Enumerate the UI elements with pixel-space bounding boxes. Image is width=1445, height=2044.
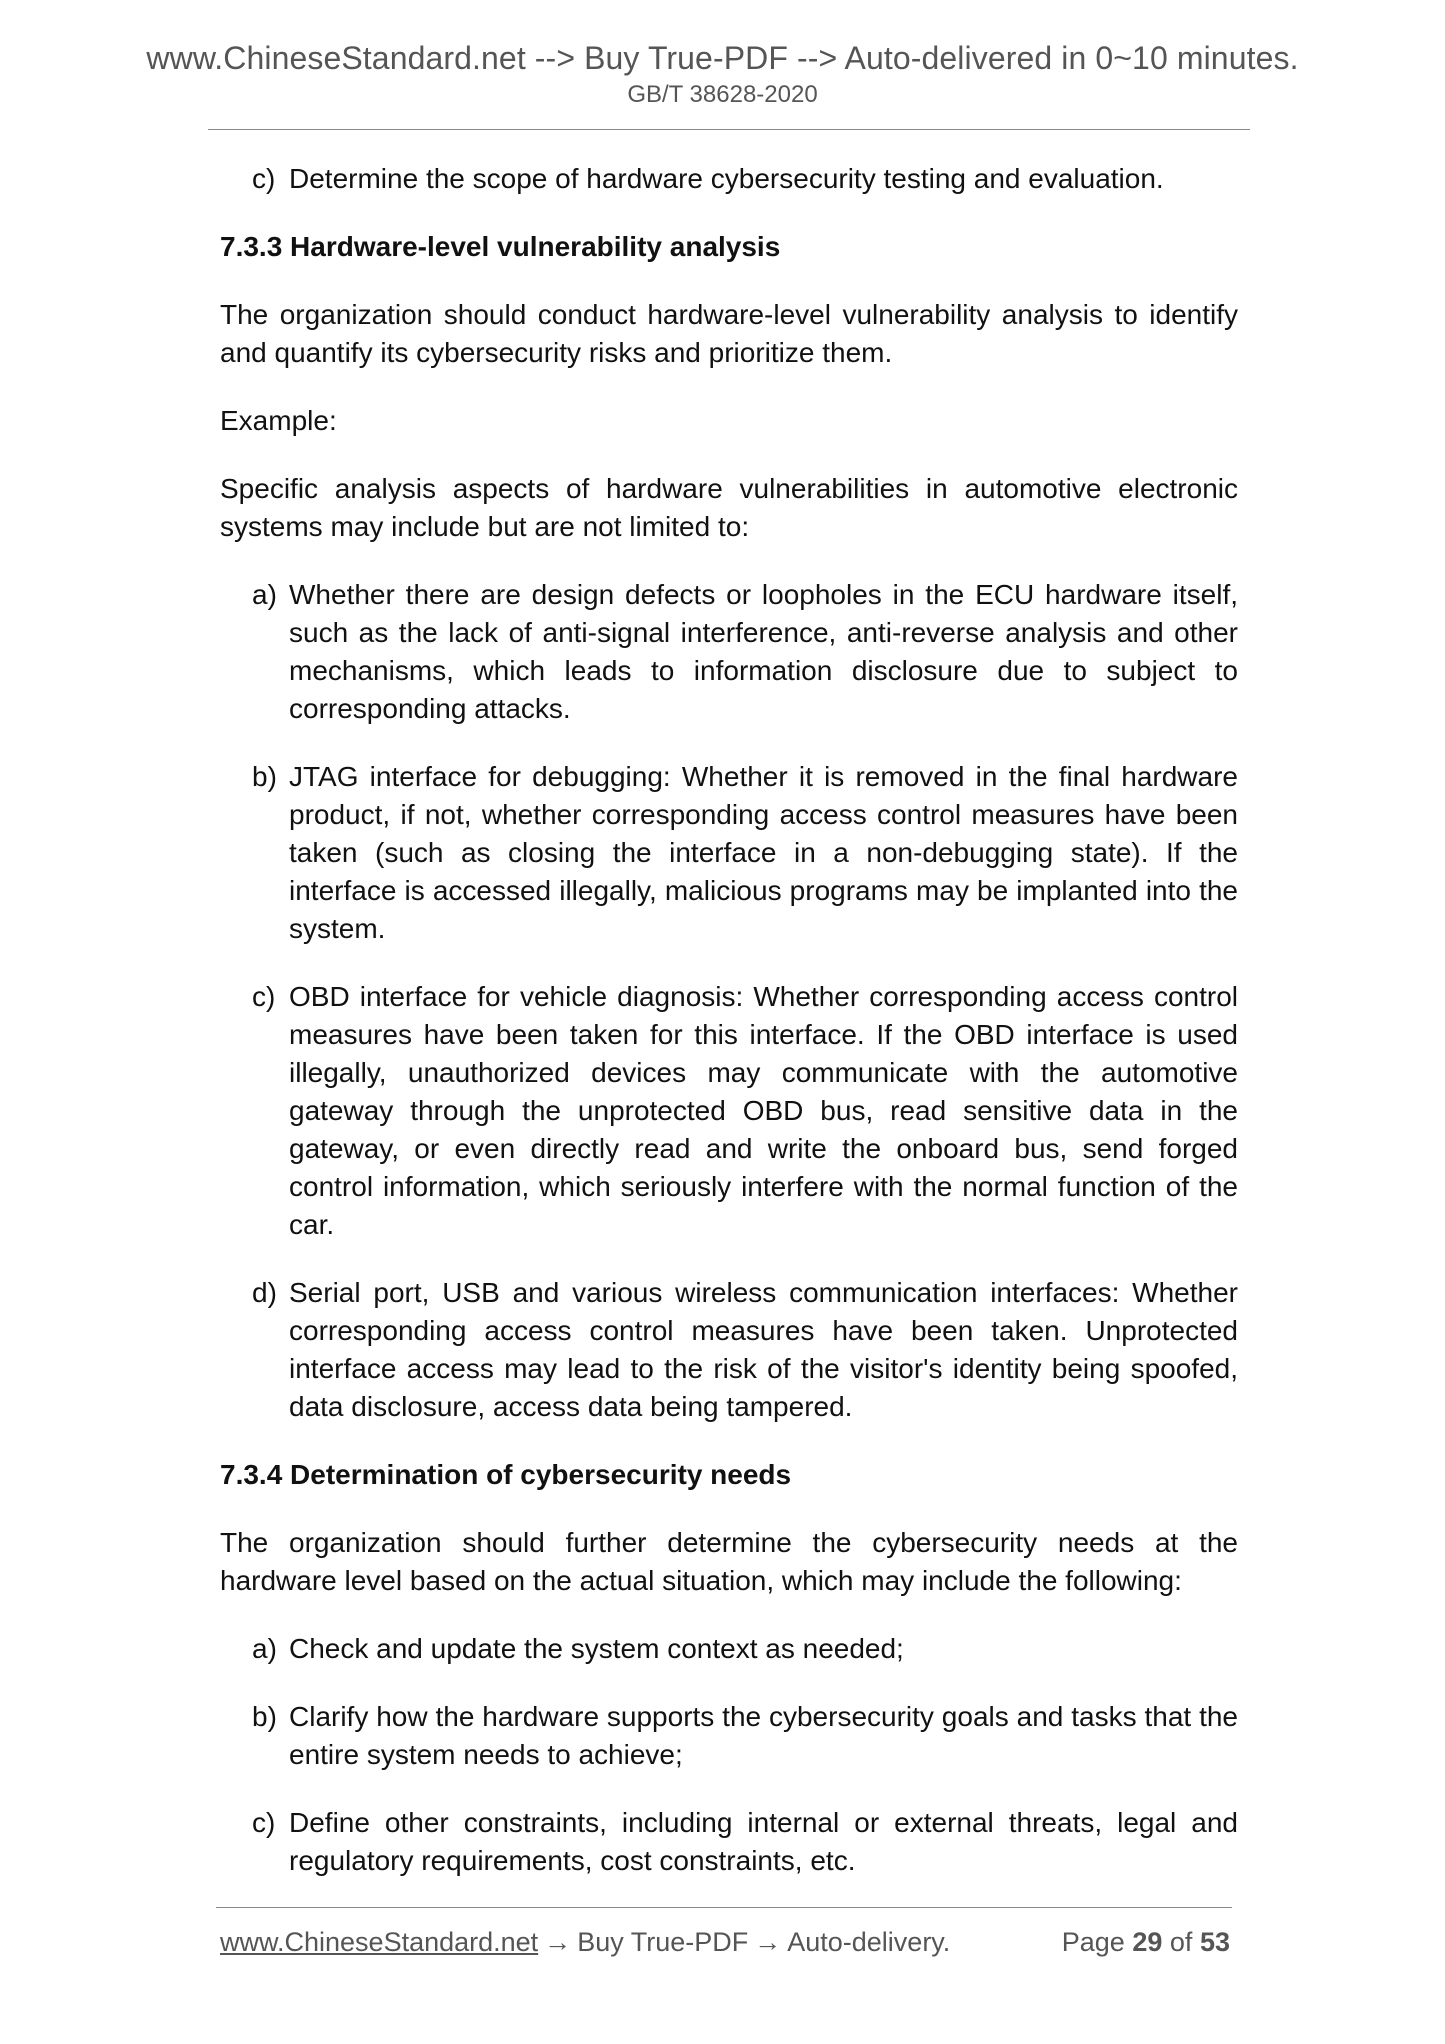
list-item [252,758,1238,948]
list-item-text: Define other constraints, including internal or external threats, legal and regulatory requirements, cost constraints, etc. [289,1807,1238,1876]
list-item-text: Whether there are design defects or loopholes in the ECU hardware itself, such as the lack of anti-signal interference, anti-reverse analysis and other mechanisms, which leads to information disclosure due to subject to corresponding attacks. [289,579,1238,724]
footer-site-link[interactable]: www.ChineseStandard.net [220,1927,539,1957]
document-body [220,160,1238,1910]
header-banner-text: www.ChineseStandard.net --> Buy True-PDF --> Auto-delivered in 0~10 minutes. [146,40,1299,76]
paragraph: The organization should further determine the cybersecurity needs at the hardware level based on the actual situation, which may include the following: [220,1527,1238,1596]
list-item-text: Serial port, USB and various wireless communication interfaces: Whether corresponding access control measures have been taken. Unprotected interface access may lead to the risk of the visitor's identity being spoofed, data disclosure, access data being tampered. [289,1277,1238,1422]
of-label: of [1169,1927,1193,1957]
list-marker: b) [252,1701,277,1732]
paragraph: Specific analysis aspects of hardware vulnerabilities in automotive electronic systems may include but are not limited to: [220,473,1238,542]
list-item [252,978,1238,1244]
footer-divider [216,1907,1232,1908]
header-divider [208,129,1250,130]
section-heading-7-3-3: 7.3.3 Hardware-level vulnerability analysis [220,231,781,262]
list-marker: c) [252,1807,276,1838]
page-footer [220,1924,1230,1960]
section-heading-7-3-4: 7.3.4 Determination of cybersecurity needs [220,1459,792,1490]
list-item-text: Check and update the system context as needed; [289,1633,904,1664]
list-marker: d) [252,1277,277,1308]
list-marker: c) [252,981,276,1012]
list-marker: c) [252,163,276,194]
list-item [252,1630,1238,1668]
list-item [252,1804,1238,1880]
page-header [0,38,1445,110]
paragraph: The organization should conduct hardware-level vulnerability analysis to identify and quantify its cybersecurity risks and prioritize them. [220,299,1238,368]
list-item [252,1698,1238,1774]
list-item-text: JTAG interface for debugging: Whether it is removed in the final hardware product, if not, whether corresponding access control measures have been taken (such as closing the interface in a non-debugging state). If the interface is accessed illegally, malicious programs may be implanted into the system. [289,761,1238,944]
list-item-text: Determine the scope of hardware cybersecurity testing and evaluation. [289,163,1164,194]
page-indicator [1062,1924,1230,1960]
list-item [252,1274,1238,1426]
total-pages-number: 53 [1199,1927,1230,1957]
list-marker: a) [252,579,277,610]
example-label: Example: [220,405,337,436]
list-item [252,160,1238,198]
list-item [252,576,1238,728]
footer-buy-text: Buy True-PDF [577,1927,749,1957]
list-item-text: Clarify how the hardware supports the cybersecurity goals and tasks that the entire system needs to achieve; [289,1701,1238,1770]
list-marker: b) [252,761,277,792]
list-marker: a) [252,1633,277,1664]
arrow-right-icon: → [754,1927,782,1957]
page-label: Page [1061,1927,1125,1957]
current-page-number: 29 [1132,1927,1163,1957]
standard-number: GB/T 38628-2020 [627,81,818,108]
list-item-text: OBD interface for vehicle diagnosis: Whether corresponding access control measures have been taken for this interface. If the OBD interface is used illegally, unauthorized devices may communicate with the automotive gateway through the unprotected OBD bus, read sensitive data in the gateway, or even directly read and write the onboard bus, send forged control information, which seriously interfere with the normal function of the car. [289,981,1238,1240]
arrow-right-icon: → [544,1927,572,1957]
footer-delivery-text: Auto-delivery. [787,1927,951,1957]
